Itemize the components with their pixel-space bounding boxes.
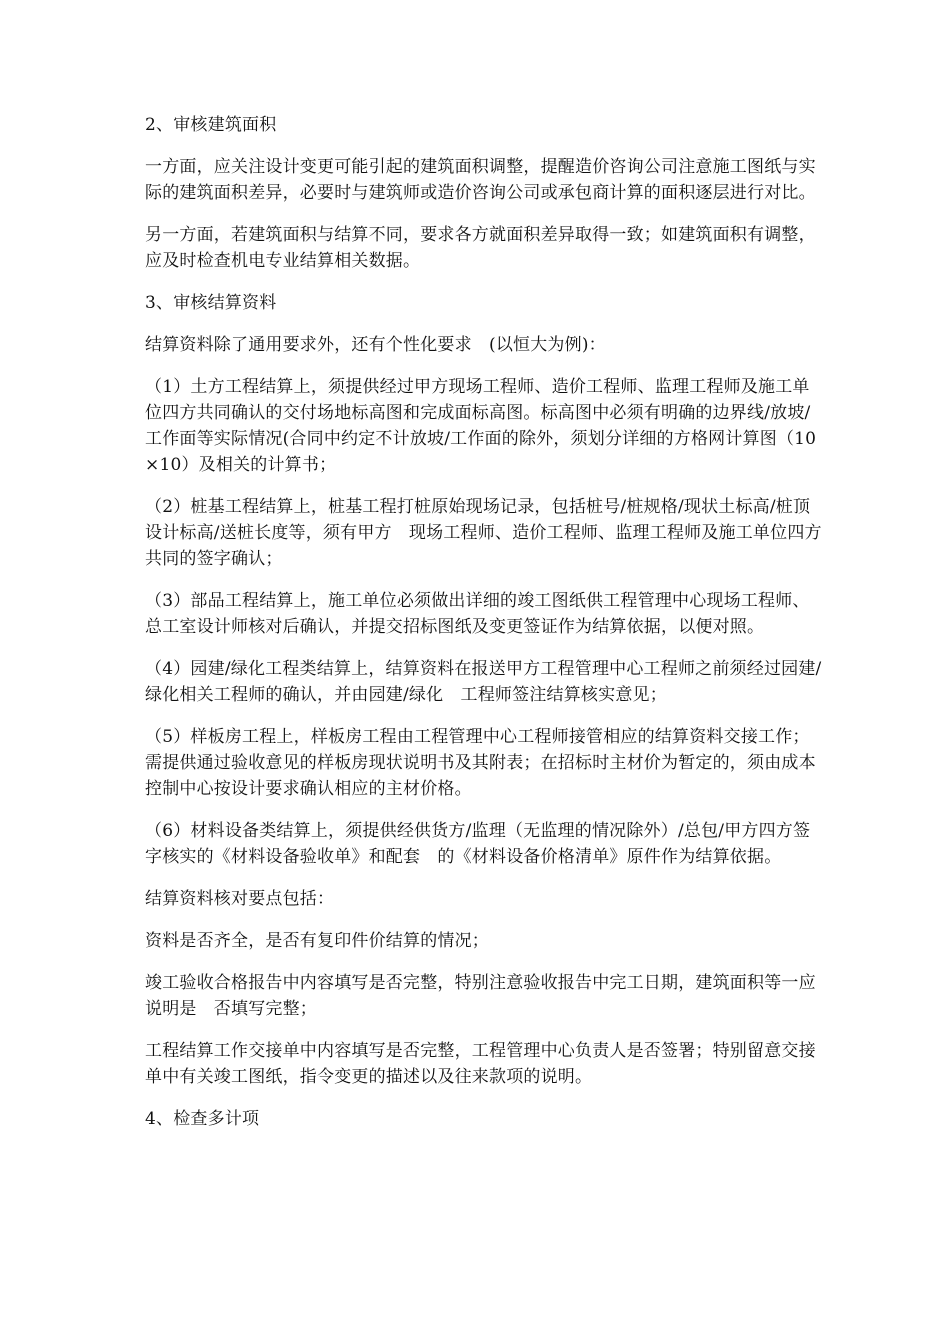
list-item: （6）材料设备类结算上，须提供经供货方/监理（无监理的情况除外）/总包/甲方四方签字核实的《材料设备验收单》和配套 的《材料设备价格清单》原件作为结算依据。 bbox=[145, 821, 811, 867]
list-item: （2）桩基工程结算上，桩基工程打桩原始现场记录，包括桩号/桩规格/现状土标高/桩顶设计标高/送桩长度等，须有甲方 现场工程师、造价工程师、监理工程师及施工单位四方共同的签字确认； bbox=[145, 497, 822, 569]
section-heading-4: 4、检查多计项 bbox=[145, 1109, 260, 1129]
paragraph: 结算资料除了通用要求外，还有个性化要求 (以恒大为例)： bbox=[145, 335, 606, 355]
list-item: （3）部品工程结算上，施工单位必须做出详细的竣工图纸供工程管理中心现场工程师、总工室设计师核对后确认，并提交招标图纸及变更签证作为结算依据，以便对照。 bbox=[145, 591, 810, 637]
section-heading-3: 3、审核结算资料 bbox=[145, 293, 277, 313]
list-item: （4）园建/绿化工程类结算上，结算资料在报送甲方工程管理中心工程师之前须经过园建/绿化相关工程师的确认，并由园建/绿化 工程师签注结算核实意见； bbox=[145, 659, 822, 705]
paragraph: 资料是否齐全，是否有复印件价结算的情况； bbox=[145, 931, 489, 951]
paragraph: 竣工验收合格报告中内容填写是否完整，特别注意验收报告中完工日期，建筑面积等一应说明是 否填写完整； bbox=[145, 973, 816, 1019]
paragraph: 工程结算工作交接单中内容填写是否完整，工程管理中心负责人是否签署；特别留意交接单中有关竣工图纸，指令变更的描述以及往来款项的说明。 bbox=[145, 1041, 816, 1087]
list-item: （5）样板房工程上，样板房工程由工程管理中心工程师接管相应的结算资料交接工作；需提供通过验收意见的样板房现状说明书及其附表；在招标时主材价为暂定的，须由成本控制中心按设计要求确认相应的主材价格。 bbox=[145, 727, 816, 799]
list-item: （1）土方工程结算上，须提供经过甲方现场工程师、造价工程师、监理工程师及施工单位四方共同确认的交付场地标高图和完成面标高图。标高图中必须有明确的边界线/放坡/工作面等实际情况(合同中约定不计放坡/工作面的除外，须划分详细的方格网计算图（10×10）及相关的计算书； bbox=[145, 377, 817, 475]
paragraph: 一方面，应关注设计变更可能引起的建筑面积调整，提醒造价咨询公司注意施工图纸与实际的建筑面积差异，必要时与建筑师或造价咨询公司或承包商计算的面积逐层进行对比。 bbox=[145, 157, 816, 203]
paragraph: 结算资料核对要点包括： bbox=[145, 889, 335, 909]
document-body bbox=[145, 112, 825, 1148]
paragraph: 另一方面，若建筑面积与结算不同，要求各方就面积差异取得一致；如建筑面积有调整，应及时检查机电专业结算相关数据。 bbox=[145, 225, 816, 271]
section-heading-2: 2、审核建筑面积 bbox=[145, 115, 277, 135]
